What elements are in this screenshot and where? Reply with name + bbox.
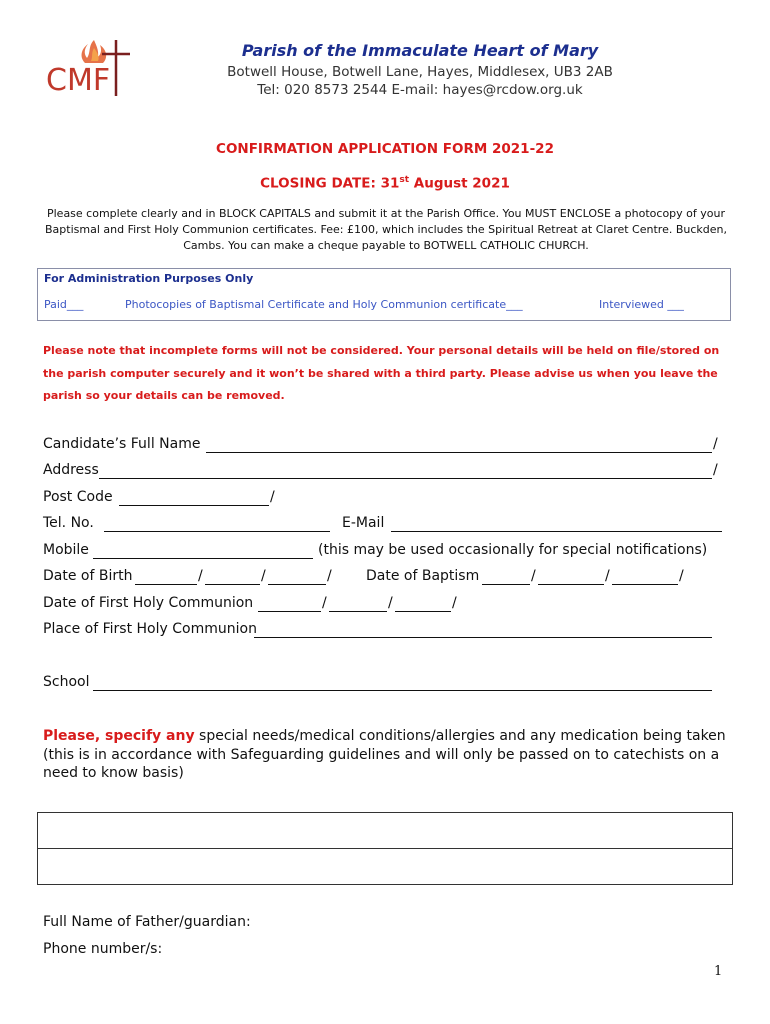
cmf-logo-icon bbox=[44, 36, 136, 98]
full-name-label: Candidate’s Full Name bbox=[43, 436, 201, 452]
baptism-sep-3: / bbox=[679, 568, 684, 584]
tel-field[interactable] bbox=[104, 531, 330, 532]
communion-sep-2: / bbox=[388, 595, 393, 611]
medical-info-box-2[interactable] bbox=[37, 848, 733, 885]
parish-name: Parish of the Immaculate Heart of Mary bbox=[241, 41, 599, 60]
special-needs-text bbox=[43, 727, 733, 783]
parish-logo bbox=[44, 36, 136, 98]
school-label: School bbox=[43, 674, 90, 690]
dob-year-field[interactable] bbox=[268, 584, 326, 585]
communion-place-label: Place of First Holy Communion bbox=[43, 621, 257, 637]
admin-interviewed[interactable]: Interviewed ___ bbox=[599, 298, 684, 311]
dob-day-field[interactable] bbox=[135, 584, 197, 585]
dob-sep-2: / bbox=[261, 568, 266, 584]
admin-box-title: For Administration Purposes Only bbox=[44, 272, 254, 285]
parish-contact: Tel: 020 8573 2544 E-mail: hayes@rcdow.org.uk bbox=[257, 82, 583, 98]
communion-sep-1: / bbox=[322, 595, 327, 611]
baptism-month-field[interactable] bbox=[538, 584, 604, 585]
privacy-note: Please note that incomplete forms will not be considered. Your personal details will be held on file/stored on the parish computer securely and it won’t be shared with a third party. Please advise us when you leave the parish so your details can be removed. bbox=[43, 344, 720, 402]
closing-date-suffix: August 2021 bbox=[409, 175, 510, 192]
baptism-year-field[interactable] bbox=[612, 584, 678, 585]
address-label: Address bbox=[43, 462, 99, 478]
form-title: CONFIRMATION APPLICATION FORM 2021-22 bbox=[216, 141, 554, 157]
communion-sep-3: / bbox=[452, 595, 457, 611]
tel-label: Tel. No. bbox=[43, 515, 94, 531]
intro-text: Please complete clearly and in BLOCK CAPITALS and submit it at the Parish Office. You MUST ENCLOSE a photocopy of your Baptismal and First Holy Communion certificates. Fee: £100, which includes the Spiritual Retreat at Claret Centre. Buckden, Cambs. You can make a cheque payable to BOTWELL CATHOLIC CHURCH. bbox=[45, 207, 727, 252]
dob-sep-1: / bbox=[198, 568, 203, 584]
logo-text: CMF bbox=[46, 63, 111, 98]
closing-date bbox=[0, 175, 770, 192]
parish-address: Botwell House, Botwell Lane, Hayes, Middlesex, UB3 2AB bbox=[227, 64, 613, 80]
address-end: / bbox=[713, 462, 718, 478]
full-name-field[interactable] bbox=[206, 452, 712, 453]
closing-date-prefix: CLOSING DATE: 31 bbox=[260, 175, 400, 192]
admin-paid[interactable]: Paid___ bbox=[44, 298, 84, 311]
communion-date-label: Date of First Holy Communion bbox=[43, 595, 254, 611]
email-label: E-Mail bbox=[342, 515, 385, 531]
communion-day-field[interactable] bbox=[258, 611, 321, 612]
guardian-phone-label: Phone number/s: bbox=[43, 941, 163, 957]
post-code-field[interactable] bbox=[119, 505, 269, 506]
baptism-day-field[interactable] bbox=[482, 584, 530, 585]
guardian-name-label: Full Name of Father/guardian: bbox=[43, 914, 251, 930]
full-name-end: / bbox=[713, 436, 718, 452]
communion-place-field[interactable] bbox=[254, 637, 712, 638]
baptism-sep-1: / bbox=[531, 568, 536, 584]
communion-month-field[interactable] bbox=[329, 611, 387, 612]
medical-info-box-1[interactable] bbox=[37, 812, 733, 849]
page-number: 1 bbox=[714, 964, 723, 979]
baptism-sep-2: / bbox=[605, 568, 610, 584]
closing-date-superscript: st bbox=[399, 175, 410, 185]
mobile-label: Mobile bbox=[43, 542, 89, 558]
dob-sep-3: / bbox=[327, 568, 332, 584]
mobile-note: (this may be used occasionally for special notifications) bbox=[318, 542, 708, 558]
admin-photocopies[interactable]: Photocopies of Baptismal Certificate and Holy Communion certificate___ bbox=[125, 298, 523, 311]
special-needs-highlight: Please, specify any bbox=[43, 728, 195, 744]
mobile-field[interactable] bbox=[93, 558, 313, 559]
post-code-label: Post Code bbox=[43, 489, 113, 505]
school-field[interactable] bbox=[93, 690, 712, 691]
post-code-end: / bbox=[270, 489, 275, 505]
special-needs-body: special needs/medical conditions/allergies and any medication being taken (this is in accordance with Safeguarding guidelines and will only be passed on to catechists on a need to know basis) bbox=[43, 728, 726, 781]
communion-year-field[interactable] bbox=[395, 611, 451, 612]
baptism-date-label: Date of Baptism bbox=[366, 568, 480, 584]
dob-month-field[interactable] bbox=[205, 584, 260, 585]
address-field[interactable] bbox=[99, 478, 712, 479]
dob-label: Date of Birth bbox=[43, 568, 133, 584]
email-field[interactable] bbox=[391, 531, 722, 532]
